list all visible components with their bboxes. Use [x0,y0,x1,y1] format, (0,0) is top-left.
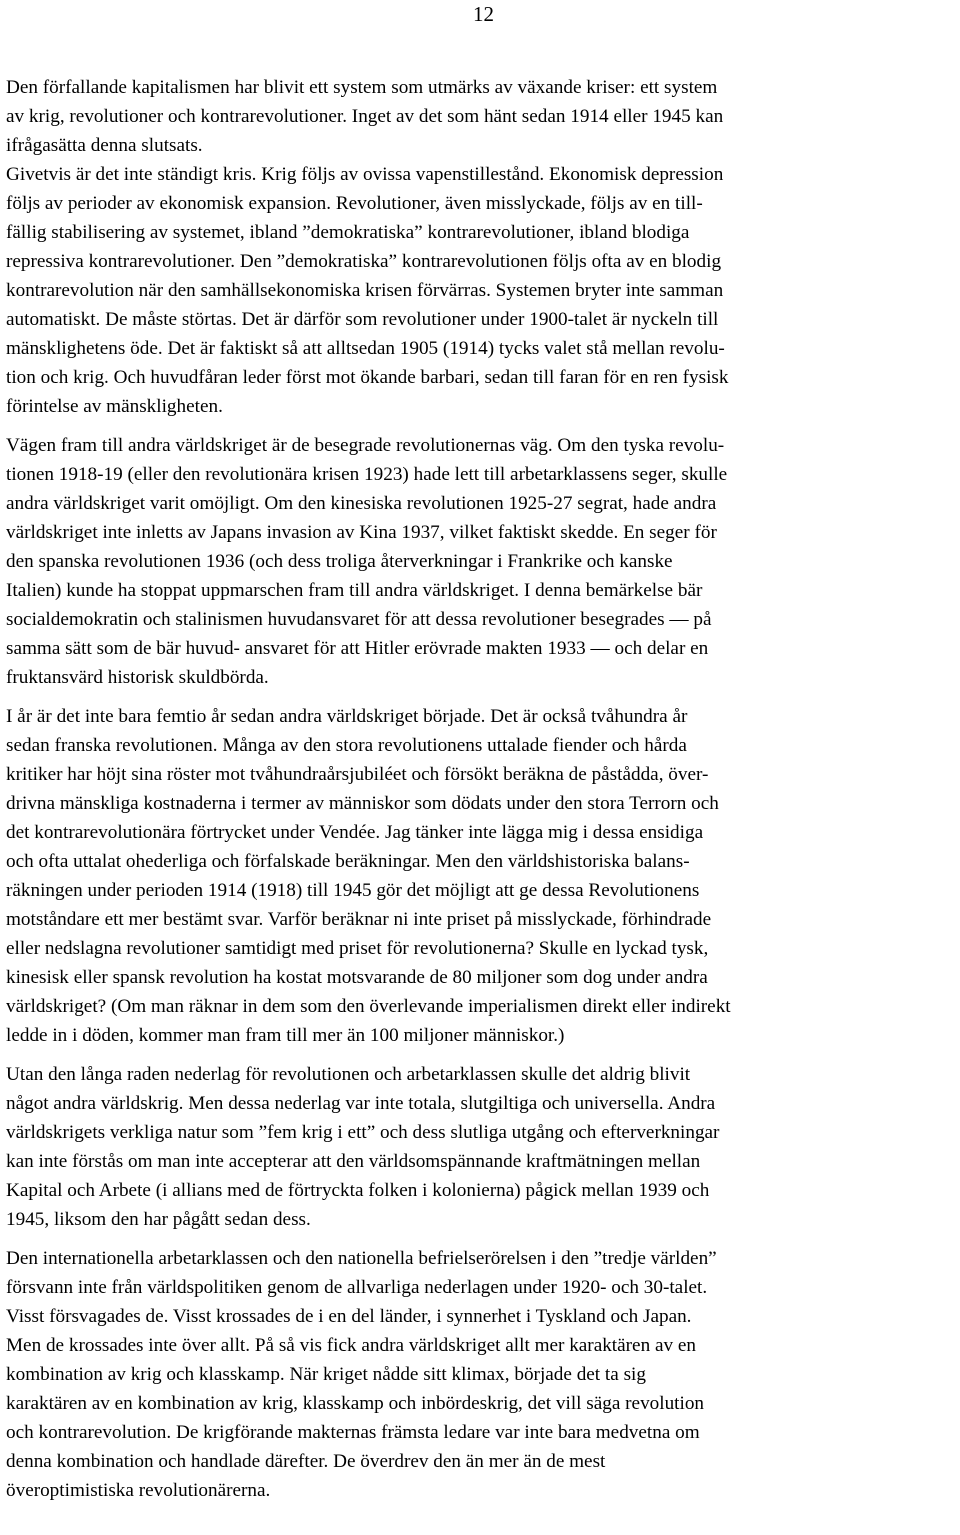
text-line: räkningen under perioden 1914 (1918) till 1945 gör det möjligt att ge dessa Revolutionens [6,880,700,901]
page-number: 12 [473,2,494,26]
text-line: eller nedslagna revolutioner samtidigt med priset för revolutionerna? Skulle en lyckad tysk, [6,938,709,959]
text-line: den spanska revolutionen 1936 (och dess troliga återverkningar i Frankrike och kanske [6,551,673,572]
text-line: kinesisk eller spansk revolution ha kostat motsvarande de 80 miljoner som dog under andra [6,967,708,988]
text-line: 1945, liksom den har pågått sedan dess. [6,1209,311,1230]
text-line: följs av perioder av ekonomisk expansion. Revolutioner, även misslyckade, följs av en till- [6,193,703,214]
text-line: och ofta uttalat ohederliga och förfalskade beräkningar. Men den världshistoriska balans- [6,851,690,872]
text-line: Vägen fram till andra världskriget är de besegrade revolutionernas väg. Om den tyska revolu- [6,435,725,456]
text-line: socialdemokratin och stalinismen huvudansvaret för att dessa revolutioner besegrades — på [6,609,712,630]
paragraph-2 [6,431,956,692]
text-line: Italien) kunde ha stoppat uppmarschen fram till andra världskriget. I denna bemärkelse bär [6,580,703,601]
text-line: andra världskriget varit omöjligt. Om den kinesiska revolutionen 1925-27 segrat, hade andra [6,493,717,514]
text-line: karaktären av en kombination av krig, klasskamp och inbördeskrig, det vill säga revolution [6,1393,705,1414]
text-line: ifrågasätta denna slutsats. [6,135,203,156]
text-line: världskriget inte inletts av Japans invasion av Kina 1937, vilket faktiskt skedde. En seger för [6,522,717,543]
text-line: överoptimistiska revolutionärerna. [6,1480,271,1501]
text-line: denna kombination och handlade därefter. De överdrev den än mer än de mest [6,1451,606,1472]
text-line: sedan franska revolutionen. Många av den stora revolutionens uttalade fiender och hårda [6,735,687,756]
paragraph-5 [6,1244,956,1505]
text-line: världskrigets verkliga natur som ”fem krig i ett” och dess slutliga utgång och efterverkningar [6,1122,720,1143]
document-body [6,73,956,1515]
text-line: Utan den långa raden nederlag för revolutionen och arbetarklassen skulle det aldrig blivit [6,1064,691,1085]
text-line: tion och krig. Och huvudfåran leder först mot ökande barbari, sedan till faran för en ren fysisk [6,367,729,388]
text-line: försvann inte från världspolitiken genom de allvarliga nederlagen under 1920- och 30-talet. [6,1277,708,1298]
paragraph-4 [6,1060,956,1234]
text-line: Den internationella arbetarklassen och den nationella befrielserörelsen i den ”tredje världen” [6,1248,717,1269]
text-line: automatiskt. De måste störtas. Det är därför som revolutioner under 1900-talet är nyckeln till [6,309,719,330]
text-line: kritiker har höjt sina röster mot tvåhundraårsjubiléet och försökt beräkna de påstådda, över- [6,764,709,785]
text-line: kombination av krig och klasskamp. När kriget nådde sitt klimax, började det ta sig [6,1364,646,1385]
paragraph-1 [6,73,956,421]
text-line: världskriget? (Om man räknar in dem som den överlevande imperialismen direkt eller indirekt [6,996,731,1017]
text-line: kontrarevolution när den samhällsekonomiska krisen förvärras. Systemen bryter inte samman [6,280,724,301]
text-line: tionen 1918-19 (eller den revolutionära krisen 1923) hade lett till arbetarklassens seger, skulle [6,464,728,485]
text-line: något andra världskrig. Men dessa nederlag var inte totala, slutgiltiga och universella. Andra [6,1093,716,1114]
text-line: ledde in i döden, kommer man fram till mer än 100 miljoner människor.) [6,1025,565,1046]
text-line: repressiva kontrarevolutioner. Den ”demokratiska” kontrarevolutionen följs ofta av en blodig [6,251,722,272]
text-line: motståndare ett mer bestämt svar. Varför beräknar ni inte priset på misslyckade, förhindrade [6,909,712,930]
text-line: Den förfallande kapitalismen har blivit ett system som utmärks av växande kriser: ett system [6,77,718,98]
text-line: Kapital och Arbete (i allians med de förtryckta folken i kolonierna) pågick mellan 1939 och [6,1180,710,1201]
text-line: fruktansvärd historisk skuldbörda. [6,667,269,688]
text-line: Visst försvagades de. Visst krossades de i en del länder, i synnerhet i Tyskland och Japan. [6,1306,692,1327]
text-line: kan inte förstås om man inte accepterar att den världsomspännande kraftmätningen mellan [6,1151,701,1172]
text-line: förintelse av mänskligheten. [6,396,223,417]
text-line: mänsklighetens öde. Det är faktiskt så att alltsedan 1905 (1914) tycks valet stå mellan revolu- [6,338,725,359]
paragraph-3 [6,702,956,1050]
text-line: det kontrarevolutionära förtrycket under Vendée. Jag tänker inte lägga mig i dessa ensidiga [6,822,704,843]
text-line: fällig stabilisering av systemet, ibland ”demokratiska” kontrarevolutioner, ibland blodiga [6,222,690,243]
text-line: och kontrarevolution. De krigförande makternas främsta ledare var inte bara medvetna om [6,1422,700,1443]
text-line: drivna mänskliga kostnaderna i termer av människor som dödats under den stora Terrorn och [6,793,719,814]
text-line: I år är det inte bara femtio år sedan andra världskriget började. Det är också tvåhundra år [6,706,688,727]
text-line: samma sätt som de bär huvud- ansvaret för att Hitler erövrade makten 1933 — och delar en [6,638,709,659]
text-line: Givetvis är det inte ständigt kris. Krig följs av ovissa vapenstillestånd. Ekonomisk depression [6,164,724,185]
text-line: Men de krossades inte över allt. På så vis fick andra världskriget allt mer karaktären av en [6,1335,696,1356]
text-line: av krig, revolutioner och kontrarevolutioner. Inget av det som hänt sedan 1914 eller 1945 kan [6,106,724,127]
